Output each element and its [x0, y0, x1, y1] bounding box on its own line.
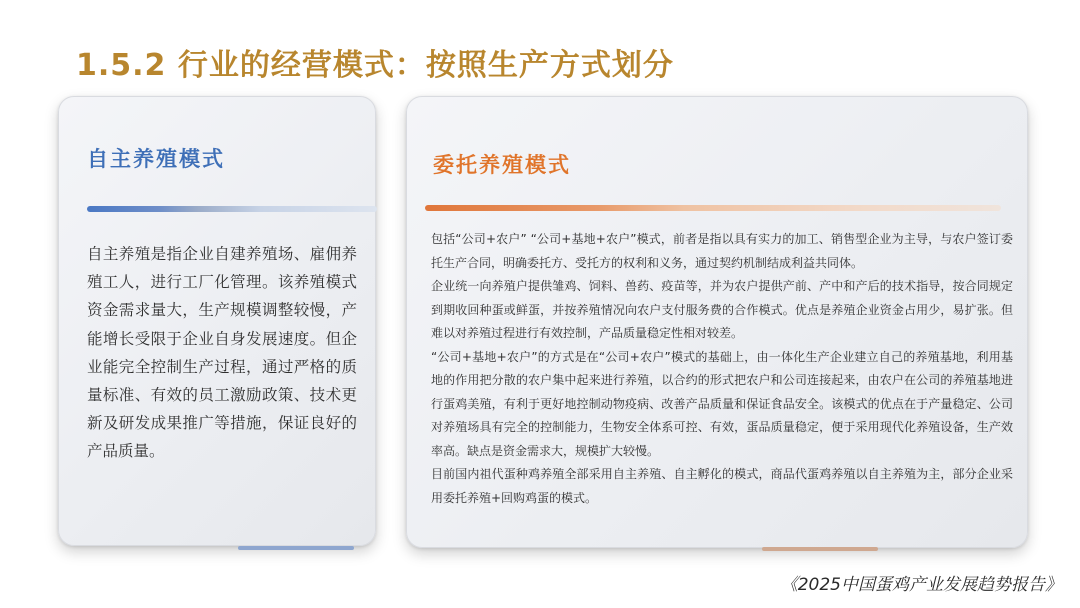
self-breeding-heading: 自主养殖模式 — [87, 147, 225, 171]
contract-breeding-card-tab — [762, 547, 878, 551]
contract-breeding-heading: 委托养殖模式 — [433, 153, 571, 177]
self-breeding-paragraph: 自主养殖是指企业自建养殖场、雇佣养殖工人，进行工厂化管理。该养殖模式资金需求量大，生产规模调整较慢，产能增长受限于企业自身发展速度。但企业能完全控制生产过程，通过严格的质量标准、有效的员工激励政策、技术更新及研发成果推广等措施，保证良好的产品质量。 — [87, 245, 357, 461]
contract-breeding-paragraph: 目前国内祖代蛋种鸡养殖全部采用自主养殖、自主孵化的模式，商品代蛋鸡养殖以自主养殖为主，部分企业采用委托养殖+回购鸡蛋的模式。 — [431, 467, 1013, 505]
self-breeding-divider — [87, 206, 377, 212]
report-source: 《2025中国蛋鸡产业发展趋势报告》 — [780, 575, 1062, 595]
contract-breeding-divider — [425, 205, 1001, 211]
self-breeding-card — [58, 96, 376, 546]
contract-breeding-card — [406, 96, 1028, 548]
contract-breeding-body — [431, 228, 1013, 510]
self-breeding-body — [87, 240, 357, 466]
page-title: 1.5.2 行业的经营模式：按照生产方式划分 — [76, 48, 674, 83]
contract-breeding-paragraph: “公司+基地+农户”的方式是在“公司+农户”模式的基础上，由一体化生产企业建立自己的养殖基地，利用基地的作用把分散的农户集中起来进行养殖，以合约的形式把农户和公司连接起来，由农户在公司的养殖基地进行蛋鸡美殖，有利于更好地控制动物疫病、改善产品质量和保证食品安全。该模式的优点在于产量稳定、公司对养殖场具有完全的控制能力，生物安全体系可控、有效，蛋品质量稳定，便于采用现代化养殖设备，生产效率高。缺点是资金需求大，规模扩大较慢。 — [431, 349, 1013, 458]
contract-breeding-paragraph: 包括“公司+农户” “公司+基地+农户”模式，前者是指以具有实力的加工、销售型企业为主导，与农户签订委托生产合同，明确委托方、受托方的权利和义务，通过契约机制结成利益共同体。 — [431, 232, 1013, 270]
contract-breeding-paragraph: 企业统一向养殖户提供雏鸡、饲料、兽药、疫苗等，并为农户提供产前、产中和产后的技术指导，按合同规定到期收回种蛋或鲜蛋，并按养殖情况向农户支付服务费的合作模式。优点是养殖企业资金占用少，易扩张。但难以对养殖过程进行有效控制，产品质量稳定性相对较差。 — [431, 279, 1013, 340]
self-breeding-card-tab — [238, 546, 354, 550]
